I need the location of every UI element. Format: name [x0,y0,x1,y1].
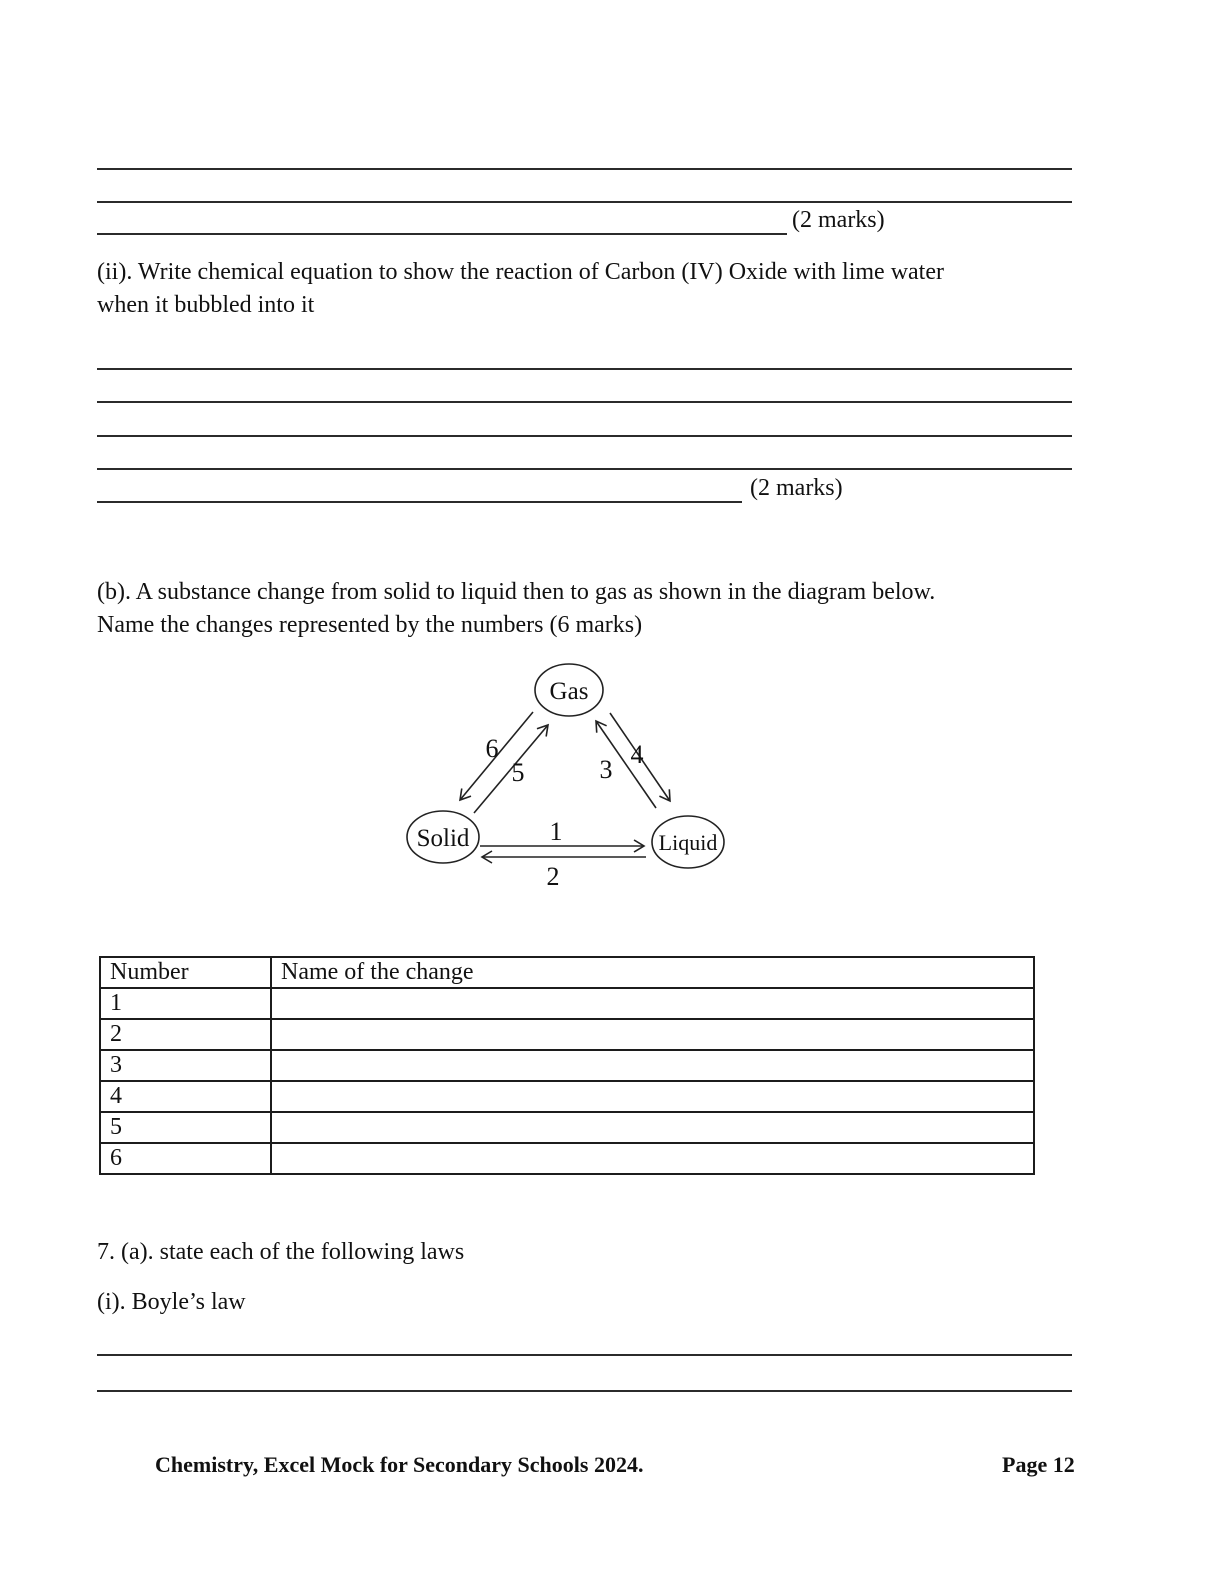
answer-line[interactable] [97,1354,1072,1356]
marks-label: (2 marks) [792,207,885,233]
row-number-cell: 5 [100,1112,271,1143]
liquid-node-label: Liquid [658,830,718,855]
row-name-cell[interactable] [271,1019,1034,1050]
arrow-label-6: 6 [485,734,499,763]
question-ii-line2: when it bubbled into it [97,292,315,318]
table-row [100,1112,1034,1143]
row-number-cell: 3 [100,1050,271,1081]
changes-table [99,956,1035,1175]
gas-node-label: Gas [549,678,589,705]
table-header-number: Number [100,957,271,988]
table-row [100,1019,1034,1050]
table-row [100,988,1034,1019]
arrow-label-3: 3 [599,755,613,784]
row-name-cell[interactable] [271,1112,1034,1143]
table-row [100,1081,1034,1112]
arrow-label-5: 5 [511,758,525,787]
row-number-cell: 6 [100,1143,271,1174]
row-number-cell: 4 [100,1081,271,1112]
row-number-cell: 1 [100,988,271,1019]
question-7a-i: (i). Boyle’s law [97,1289,246,1315]
table-header-name: Name of the change [271,957,1034,988]
table-row [100,1143,1034,1174]
arrow-label-4: 4 [630,740,644,769]
answer-line[interactable] [97,1390,1072,1392]
row-name-cell[interactable] [271,1050,1034,1081]
solid-node-label: Solid [416,825,470,852]
arrow-label-2: 2 [546,862,560,891]
row-name-cell[interactable] [271,988,1034,1019]
footer-page-number: Page 12 [1002,1452,1075,1477]
table-row [100,1050,1034,1081]
row-name-cell[interactable] [271,1081,1034,1112]
question-ii-line1: (ii). Write chemical equation to show the reaction of Carbon (IV) Oxide with lime water [97,259,944,285]
table-header-row [100,957,1034,988]
row-name-cell[interactable] [271,1143,1034,1174]
row-number-cell: 2 [100,1019,271,1050]
marks-label: (2 marks) [750,475,843,501]
footer-title: Chemistry, Excel Mock for Secondary Schools 2024. [155,1452,644,1477]
question-b-line1: (b). A substance change from solid to liquid then to gas as shown in the diagram below. [97,579,936,605]
question-7a: 7. (a). state each of the following laws [97,1239,465,1265]
question-b-line2: Name the changes represented by the numbers (6 marks) [97,612,643,638]
arrow-label-1: 1 [549,817,563,846]
